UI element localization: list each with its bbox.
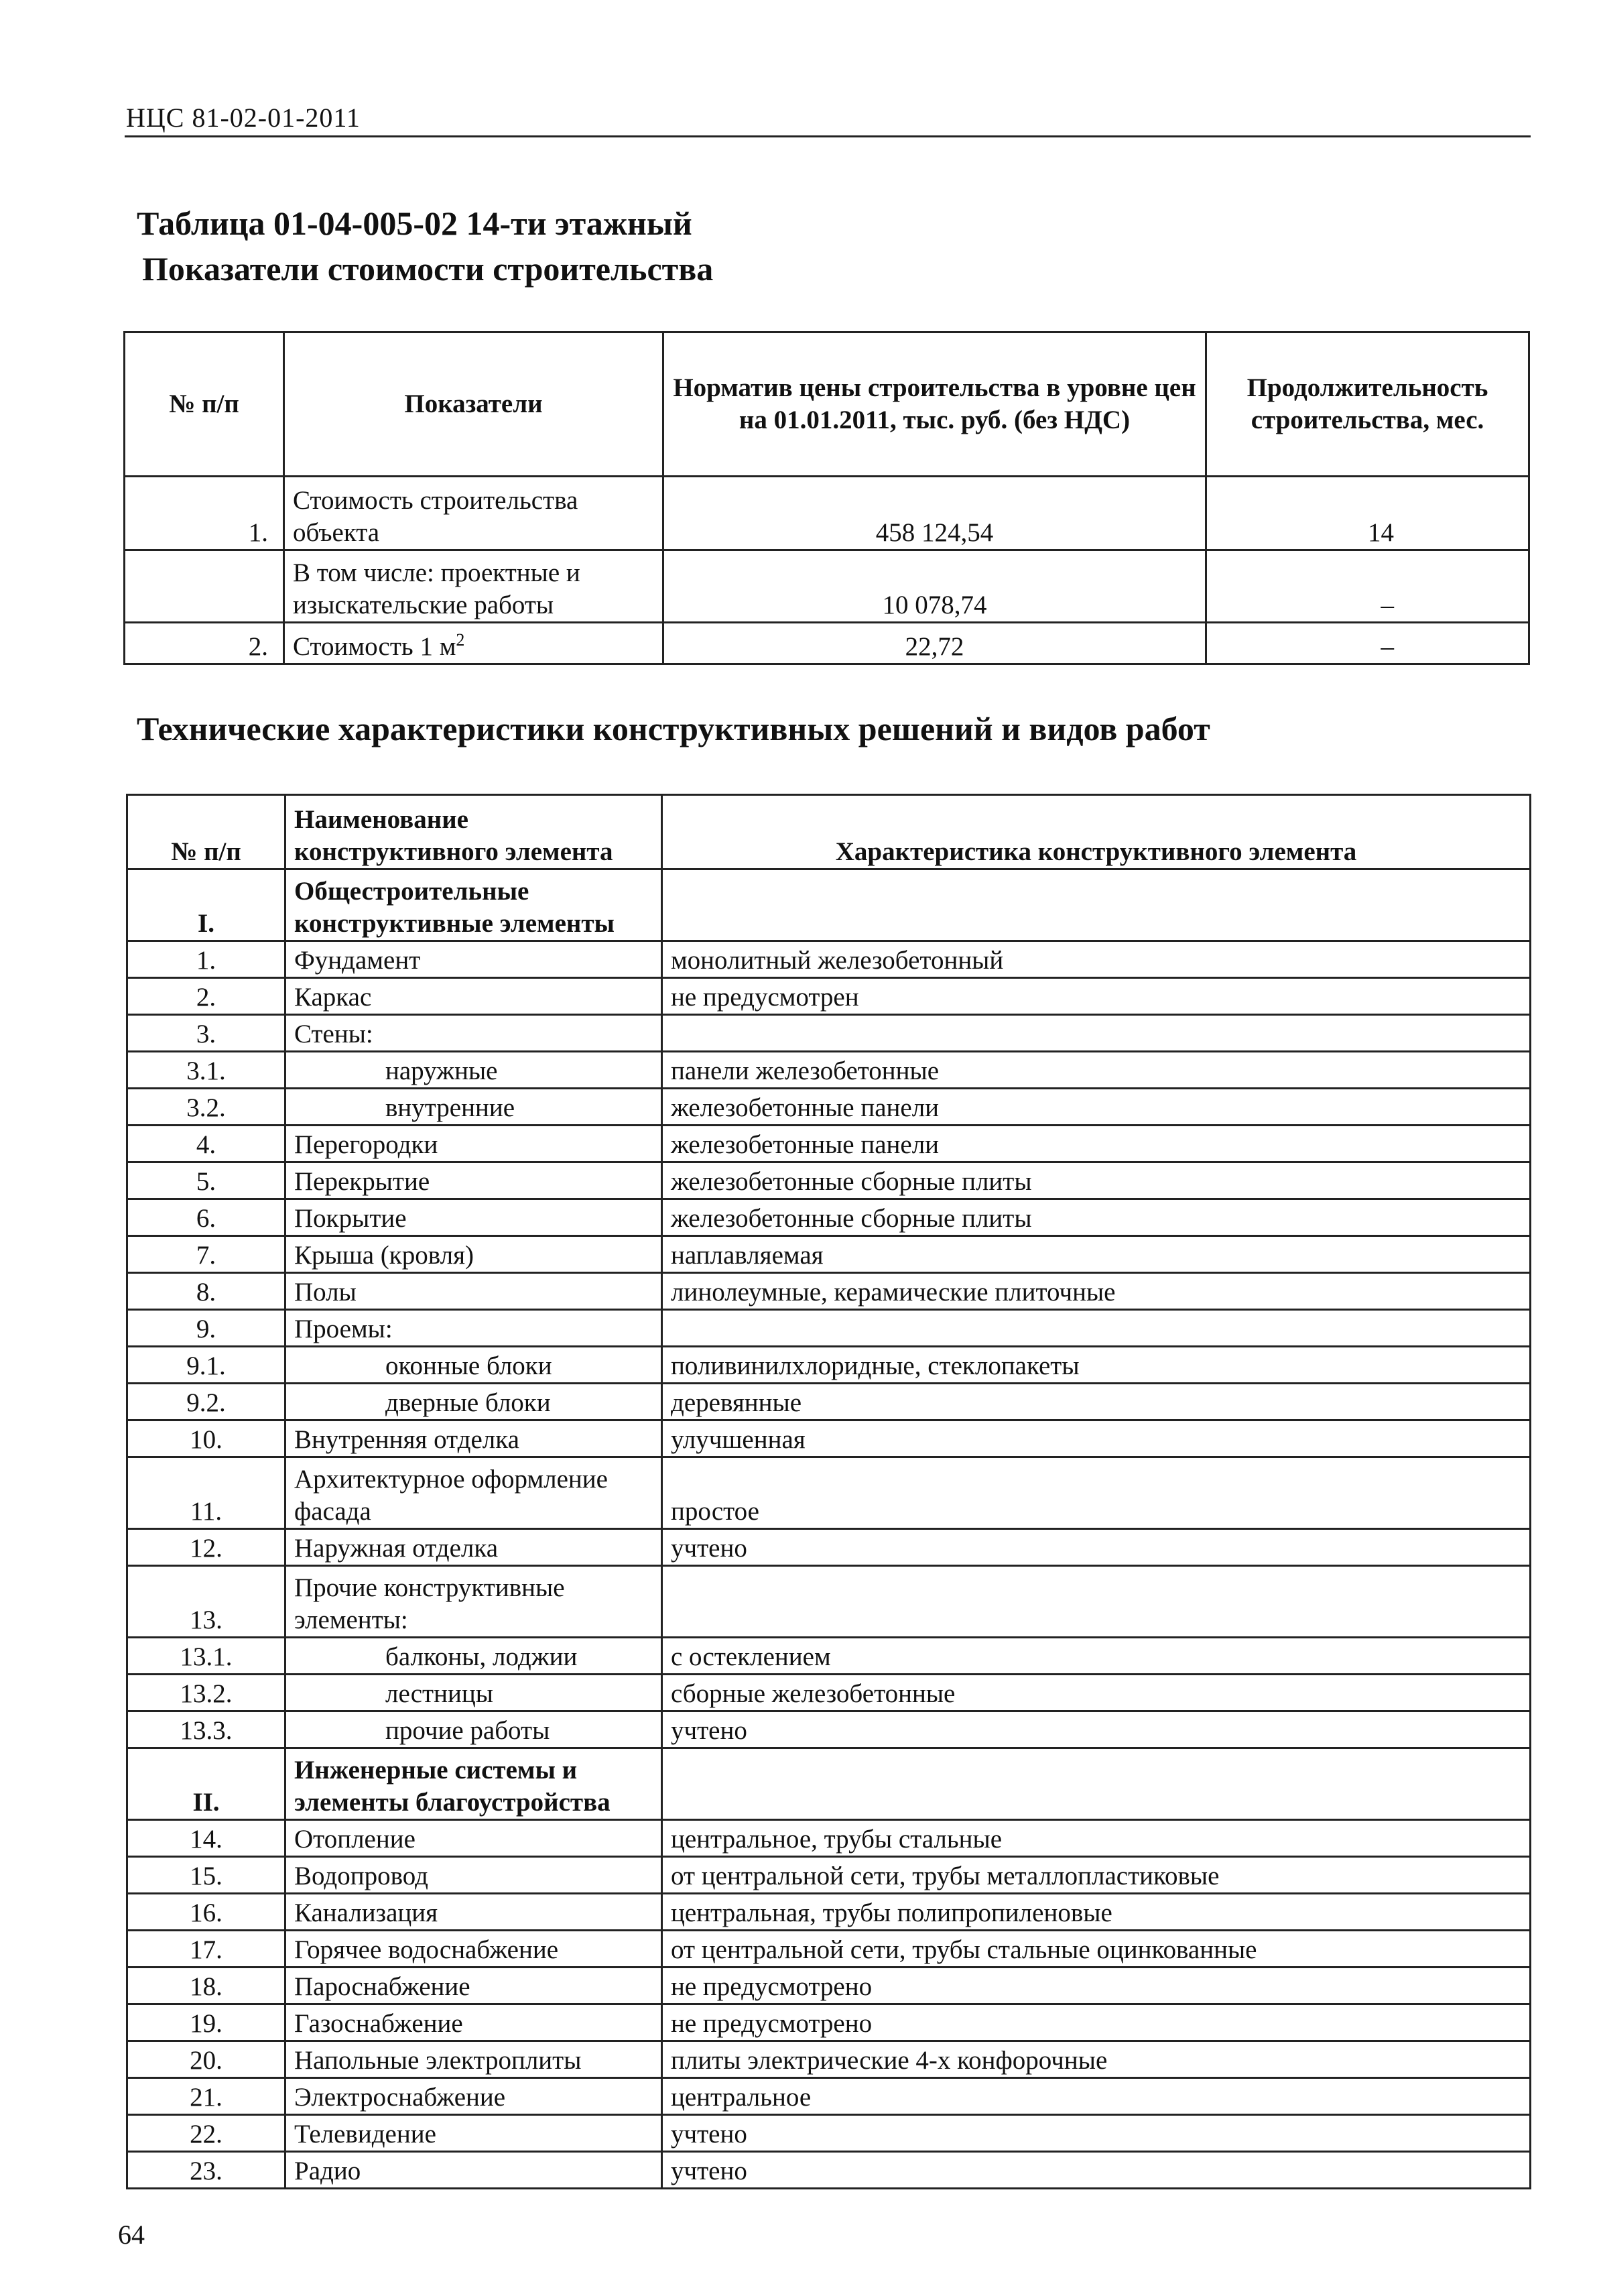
row-element-description: центральная, трубы полипропиленовые — [662, 1894, 1531, 1931]
row-element-name: Полы — [285, 1273, 662, 1310]
row-num: I. — [127, 869, 285, 941]
row-element-description: железобетонные панели — [662, 1126, 1531, 1162]
row-element-name: Наружная отделка — [285, 1529, 662, 1566]
row-element-name: Общестроительные конструктивные элементы — [285, 869, 662, 941]
row-label: Стоимость строительства объекта — [284, 477, 663, 550]
row-num: 3. — [127, 1015, 285, 1052]
row-element-description: от центральной сети, трубы стальные оцинкованные — [662, 1931, 1531, 1968]
row-num: 9.1. — [127, 1347, 285, 1384]
tech-table-body — [127, 869, 1531, 2189]
row-num: 14. — [127, 1820, 285, 1857]
cost-table — [123, 331, 1530, 665]
row-num: 18. — [127, 1968, 285, 2004]
row-label-superscript: 2 — [456, 630, 465, 650]
cost-section-title: Показатели стоимости строительства — [142, 250, 714, 288]
row-num: 13.1. — [127, 1638, 285, 1675]
row-element-name: внутренние — [285, 1089, 662, 1126]
row-element-name: Стены: — [285, 1015, 662, 1052]
row-num: 8. — [127, 1273, 285, 1310]
row-element-name: Инженерные системы и элементы благоустройства — [285, 1748, 662, 1820]
row-duration: 14 — [1206, 477, 1529, 550]
row-element-name: наружные — [285, 1052, 662, 1089]
table-row — [127, 1675, 1531, 1711]
table-row — [127, 1310, 1531, 1347]
row-num: 2. — [125, 623, 284, 664]
table-row — [127, 1273, 1531, 1310]
table-row — [127, 1236, 1531, 1273]
row-num: 13.2. — [127, 1675, 285, 1711]
table-row — [125, 550, 1529, 623]
row-num: 5. — [127, 1162, 285, 1199]
row-element-description — [662, 1310, 1531, 1347]
row-element-name: Проемы: — [285, 1310, 662, 1347]
table-row — [125, 623, 1529, 664]
row-element-description: монолитный железобетонный — [662, 941, 1531, 978]
row-element-description: деревянные — [662, 1384, 1531, 1421]
row-num: II. — [127, 1748, 285, 1820]
row-num: 23. — [127, 2152, 285, 2189]
row-element-name: оконные блоки — [285, 1347, 662, 1384]
table-row — [127, 978, 1531, 1015]
row-num: 3.2. — [127, 1089, 285, 1126]
table-row — [127, 941, 1531, 978]
row-element-name: Радио — [285, 2152, 662, 2189]
row-value: 22,72 — [663, 623, 1206, 664]
row-element-description — [662, 1748, 1531, 1820]
row-element-description: поливинилхлоридные, стеклопакеты — [662, 1347, 1531, 1384]
row-num: 6. — [127, 1199, 285, 1236]
row-element-description: центральное, трубы стальные — [662, 1820, 1531, 1857]
row-num: 15. — [127, 1857, 285, 1894]
row-num: 2. — [127, 978, 285, 1015]
row-num: 1. — [127, 941, 285, 978]
row-value: 458 124,54 — [663, 477, 1206, 550]
table-row — [127, 1015, 1531, 1052]
row-element-description: железобетонные сборные плиты — [662, 1162, 1531, 1199]
row-value: 10 078,74 — [663, 550, 1206, 623]
table-row — [127, 1566, 1531, 1638]
table-row — [125, 477, 1529, 550]
table-row — [127, 2041, 1531, 2078]
row-element-name: Покрытие — [285, 1199, 662, 1236]
table-row — [127, 1968, 1531, 2004]
row-num: 1. — [125, 477, 284, 550]
row-num: 19. — [127, 2004, 285, 2041]
row-element-description: не предусмотрено — [662, 2004, 1531, 2041]
header-duration: Продолжительность строительства, мес. — [1206, 333, 1529, 477]
row-element-description: железобетонные панели — [662, 1089, 1531, 1126]
row-element-description: с остеклением — [662, 1638, 1531, 1675]
row-duration: – — [1206, 623, 1529, 664]
row-element-name: Электроснабжение — [285, 2078, 662, 2115]
row-label: В том числе: проектные и изыскательские работы — [284, 550, 663, 623]
row-element-name: прочие работы — [285, 1711, 662, 1748]
row-element-description: учтено — [662, 1529, 1531, 1566]
row-num: 9. — [127, 1310, 285, 1347]
row-element-name: балконы, лоджии — [285, 1638, 662, 1675]
row-element-description: сборные железобетонные — [662, 1675, 1531, 1711]
table-row — [127, 1529, 1531, 1566]
row-element-name: Архитектурное оформление фасада — [285, 1457, 662, 1529]
row-num: 22. — [127, 2115, 285, 2152]
row-element-name: лестницы — [285, 1675, 662, 1711]
tech-table — [126, 794, 1531, 2189]
table-row — [127, 2004, 1531, 2041]
row-duration: – — [1206, 550, 1529, 623]
row-element-name: Фундамент — [285, 941, 662, 978]
table-row — [127, 1384, 1531, 1421]
table-row — [127, 1931, 1531, 1968]
header-element-name: Наименование конструктивного элемента — [285, 795, 662, 869]
header-price-norm: Норматив цены строительства в уровне цен на 01.01.2011, тыс. руб. (без НДС) — [663, 333, 1206, 477]
row-num: 3.1. — [127, 1052, 285, 1089]
row-element-description: от центральной сети, трубы металлопластиковые — [662, 1857, 1531, 1894]
row-num: 16. — [127, 1894, 285, 1931]
row-element-description: не предусмотрено — [662, 1968, 1531, 2004]
table-row — [127, 1820, 1531, 1857]
row-element-description: не предусмотрен — [662, 978, 1531, 1015]
table-row — [127, 1126, 1531, 1162]
tech-section-title: Технические характеристики конструктивных решений и видов работ — [137, 710, 1210, 747]
row-element-name: Пароснабжение — [285, 1968, 662, 2004]
row-element-description: железобетонные сборные плиты — [662, 1199, 1531, 1236]
tech-table-header — [127, 795, 1531, 869]
row-element-name: Канализация — [285, 1894, 662, 1931]
row-element-name: Горячее водоснабжение — [285, 1931, 662, 1968]
page-number: 64 — [118, 2220, 145, 2250]
row-num: 11. — [127, 1457, 285, 1529]
row-element-description: простое — [662, 1457, 1531, 1529]
row-num: 21. — [127, 2078, 285, 2115]
row-num: 13. — [127, 1566, 285, 1638]
header-indicators: Показатели — [284, 333, 663, 477]
row-num: 9.2. — [127, 1384, 285, 1421]
header-rule — [125, 135, 1531, 137]
row-label-text: Стоимость 1 м — [293, 632, 456, 661]
row-element-description: учтено — [662, 2115, 1531, 2152]
row-element-description — [662, 1566, 1531, 1638]
row-num — [125, 550, 284, 623]
row-num: 4. — [127, 1126, 285, 1162]
table-row — [127, 1052, 1531, 1089]
table-row — [127, 1457, 1531, 1529]
table-row — [127, 2152, 1531, 2189]
row-element-description: улучшенная — [662, 1421, 1531, 1457]
header-num: № п/п — [127, 795, 285, 869]
table-row — [127, 1894, 1531, 1931]
row-element-name: Напольные электроплиты — [285, 2041, 662, 2078]
row-element-description: учтено — [662, 2152, 1531, 2189]
table-row — [127, 1162, 1531, 1199]
table-row — [127, 2115, 1531, 2152]
row-element-name: Газоснабжение — [285, 2004, 662, 2041]
row-num: 13.3. — [127, 1711, 285, 1748]
cost-table-header — [125, 333, 1529, 477]
row-element-name: Прочие конструктивные элементы: — [285, 1566, 662, 1638]
header-element-description: Характеристика конструктивного элемента — [662, 795, 1531, 869]
row-num: 7. — [127, 1236, 285, 1273]
table-row — [127, 1199, 1531, 1236]
row-element-name: Перегородки — [285, 1126, 662, 1162]
table-row — [127, 1857, 1531, 1894]
table-row — [127, 2078, 1531, 2115]
row-element-name: Отопление — [285, 1820, 662, 1857]
row-element-description — [662, 869, 1531, 941]
row-element-description: учтено — [662, 1711, 1531, 1748]
row-element-description — [662, 1015, 1531, 1052]
row-num: 20. — [127, 2041, 285, 2078]
row-element-description: центральное — [662, 2078, 1531, 2115]
row-element-description: плиты электрические 4-х конфорочные — [662, 2041, 1531, 2078]
table-row — [127, 1638, 1531, 1675]
row-element-description: наплавляемая — [662, 1236, 1531, 1273]
section-row — [127, 1748, 1531, 1820]
row-element-name: Телевидение — [285, 2115, 662, 2152]
document-code: НЦС 81-02-01-2011 — [126, 103, 361, 133]
table-row — [127, 1711, 1531, 1748]
table-row — [127, 1089, 1531, 1126]
row-element-name: Внутренняя отделка — [285, 1421, 662, 1457]
row-element-name: Крыша (кровля) — [285, 1236, 662, 1273]
row-element-name: дверные блоки — [285, 1384, 662, 1421]
row-num: 17. — [127, 1931, 285, 1968]
header-num: № п/п — [125, 333, 284, 477]
row-element-name: Перекрытие — [285, 1162, 662, 1199]
table-row — [127, 1421, 1531, 1457]
row-num: 10. — [127, 1421, 285, 1457]
row-element-description: линолеумные, керамические плиточные — [662, 1273, 1531, 1310]
section-row — [127, 869, 1531, 941]
row-label — [284, 623, 663, 664]
row-element-description: панели железобетонные — [662, 1052, 1531, 1089]
row-element-name: Водопровод — [285, 1857, 662, 1894]
row-element-name: Каркас — [285, 978, 662, 1015]
table-row — [127, 1347, 1531, 1384]
row-num: 12. — [127, 1529, 285, 1566]
table-title: Таблица 01-04-005-02 14-ти этажный — [137, 204, 692, 242]
